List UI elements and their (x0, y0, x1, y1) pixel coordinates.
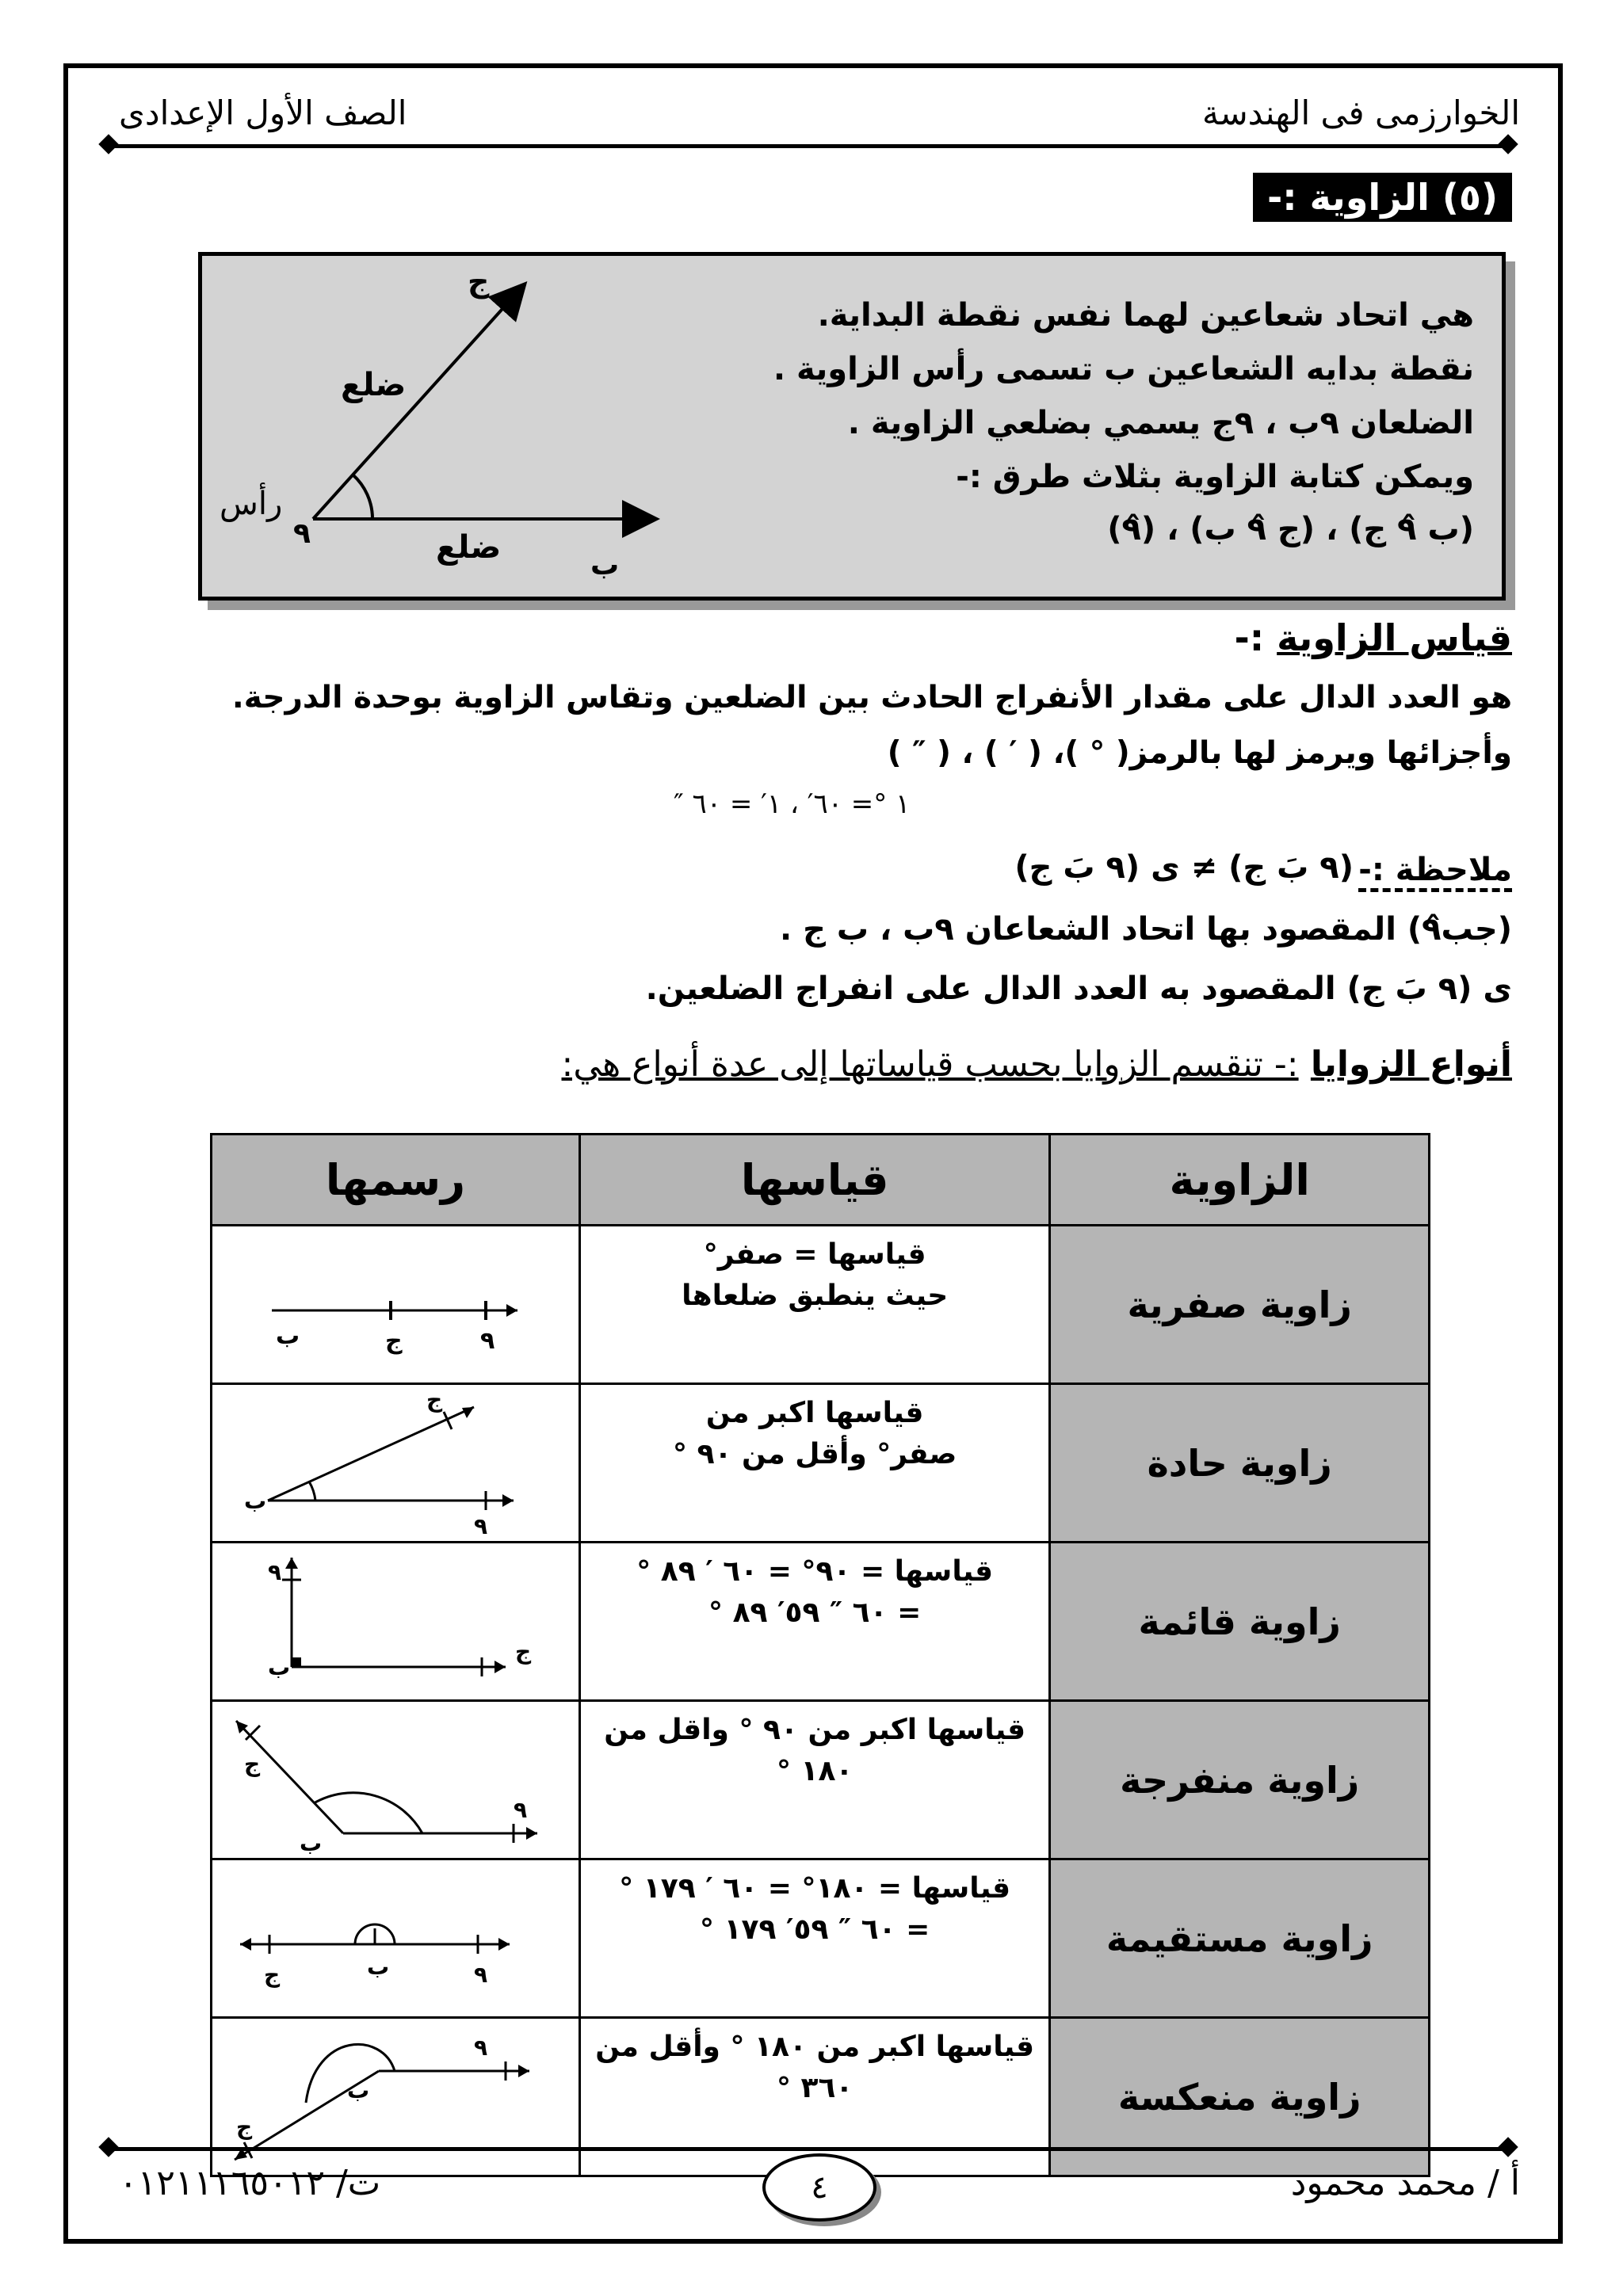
obtuse-angle-drawing (212, 1701, 580, 1859)
drawing-label: ج (264, 1961, 281, 1988)
angle-vertex-line: نقطة بدايه الشعاعين ب تسمى رأس الزاوية . (773, 351, 1474, 387)
table-header-row (212, 1135, 1430, 1226)
header-drawing: رسمها (212, 1135, 580, 1226)
footer-phone: ت/ ٠١٢١١١٦٥٠١٢ (119, 2163, 381, 2203)
zero-angle-measure-1: قياسها = صفر° (703, 1238, 926, 1271)
header-rule (111, 144, 1506, 148)
angle-types-table (210, 1133, 1430, 2177)
drawing-label: ٩ (514, 1796, 528, 1823)
drawing-label: ٩ (474, 1961, 488, 1988)
reflex-angle-name: زاوية منعكسة (1050, 2018, 1430, 2176)
acute-angle-name: زاوية حادة (1050, 1384, 1430, 1543)
page-number: ٤ (762, 2153, 876, 2222)
drawing-label: ج (236, 2113, 253, 2140)
section-title-angle: (٥) الزاوية :- (1253, 173, 1512, 222)
straight-angle-name: زاوية مستقيمة (1050, 1859, 1430, 2018)
header-subject: الخوارزمى فى الهندسة (1201, 93, 1520, 132)
definition-box (198, 252, 1506, 601)
drawing-label: ج (426, 1389, 443, 1413)
footer-rule (111, 2147, 1506, 2151)
drawing-label: ٩ (474, 1512, 488, 1537)
table-row (212, 2018, 1430, 2176)
fig-label-side-bottom: ضلع (436, 529, 502, 566)
right-angle-measure-1: قياسها = ٩٠° = ٦٠ ′ ٨٩ ° (636, 1555, 994, 1588)
obtuse-angle-measure-2: ١٨٠ ° (776, 1755, 854, 1788)
zero-angle-name: زاوية صفرية (1050, 1226, 1430, 1384)
zero-angle-measure-2: حيث ينطبق ضلعاها (682, 1280, 949, 1313)
drawing-label: ج (244, 1750, 261, 1777)
note-line-2: ى (٩ بَ ج) المقصود به العدد الدال على انفراج الضلعين. (645, 971, 1512, 1007)
measure-line-2: وأجزائها ويرمز لها بالرمز( ° )، ( ′ ) ، ( ″ ) (887, 735, 1512, 771)
note-line-1: (جب̂٩) المقصود بها اتحاد الشعاعان ٩ب ، ب ج . (780, 911, 1512, 948)
reflex-angle-measure-2: ٣٦٠ ° (776, 2072, 854, 2105)
angle-sides-line: الضلعان ٩ب ، ٩ج يسمي بضلعي الزاوية . (847, 405, 1474, 441)
acute-angle-measure-2: صفر° وأقل من ٩٠ ° (673, 1438, 957, 1471)
drawing-label: ب (300, 1829, 323, 1854)
fig-label-a: ٩ (293, 517, 311, 550)
acute-angle-measure-1: قياسها اكبر من (705, 1397, 924, 1429)
angle-ways-line: ويمكن كتابة الزاوية بثلاث طرق :- (956, 459, 1474, 495)
right-angle-drawing (212, 1543, 580, 1701)
drawing-label: ب (276, 1322, 300, 1350)
section-title-types: أنواع الزوايا :- تنقسم الزوايا بحسب قياساتها إلى عدة أنواع هي: (561, 1044, 1512, 1085)
note-formula: (٩ بَ ج) ≠ ى (٩ بَ ج) (1014, 849, 1354, 886)
fig-label-b: ب (590, 549, 620, 582)
table-row (212, 1701, 1430, 1859)
header-angle: الزاوية (1050, 1135, 1430, 1226)
table-row (212, 1543, 1430, 1701)
right-angle-measure-2: = ٦٠ ″ ٥٩′ ٨٩ ° (708, 1596, 922, 1630)
drawing-label: ٩ (480, 1326, 495, 1355)
fig-label-side-top: ضلع (341, 367, 407, 403)
obtuse-angle-measure-1: قياسها اكبر من ٩٠ ° واقل من (604, 1714, 1026, 1746)
drawing-label: ٩ (474, 2034, 488, 2061)
drawing-label: ج (515, 1638, 532, 1665)
section-title-measure: قياس الزاوية :- (1234, 616, 1512, 659)
drawing-label: ج (385, 1326, 403, 1355)
fig-label-c: ج (468, 264, 490, 299)
measure-line-3: ١ °= ٦٠′ ، ١′ = ٦٠ ″ (674, 788, 911, 820)
angle-definition: هي اتحاد شعاعين لهما نفس نقطة البداية. (817, 297, 1474, 334)
drawing-label: ٩ (268, 1558, 282, 1585)
drawing-label: ب (367, 1953, 390, 1980)
straight-angle-drawing (212, 1859, 580, 2018)
fig-label-vertex-word: رأس (220, 486, 283, 522)
obtuse-angle-name: زاوية منفرجة (1050, 1701, 1430, 1859)
drawing-label: ب (268, 1653, 291, 1680)
table-row (212, 1226, 1430, 1384)
note-label: ملاحظة :- (1358, 852, 1512, 892)
straight-angle-measure-1: قياسها = ١٨٠° = ٦٠ ′ ١٧٩ ° (619, 1872, 1011, 1905)
footer-author: أ / محمد محمود (1290, 2163, 1520, 2203)
measure-line-1: هو العدد الدال على مقدار الأنفراج الحادث بين الضلعين وتقاس الزاوية بوحدة الدرجة. (231, 680, 1512, 715)
angle-notation-line: (ب ٩̂ ج) ، (ج ٩̂ ب) ، (٩̂) (1107, 511, 1474, 547)
header-measure: قياسها (579, 1135, 1049, 1226)
drawing-label: ب (347, 2077, 370, 2103)
header-grade: الصف الأول الإعدادى (119, 93, 407, 132)
zero-angle-drawing (212, 1226, 580, 1384)
reflex-angle-measure-1: قياسها اكبر من ١٨٠ ° وأقل من (595, 2031, 1035, 2063)
reflex-angle-drawing (212, 2018, 580, 2176)
straight-angle-measure-2: = ٦٠ ″ ٥٩′ ١٧٩ ° (700, 1913, 930, 1947)
drawing-label: ب (244, 1487, 267, 1514)
table-row (212, 1859, 1430, 2018)
right-angle-name: زاوية قائمة (1050, 1543, 1430, 1701)
table-row (212, 1384, 1430, 1543)
angle-arc (353, 475, 372, 519)
acute-angle-drawing (212, 1384, 580, 1543)
